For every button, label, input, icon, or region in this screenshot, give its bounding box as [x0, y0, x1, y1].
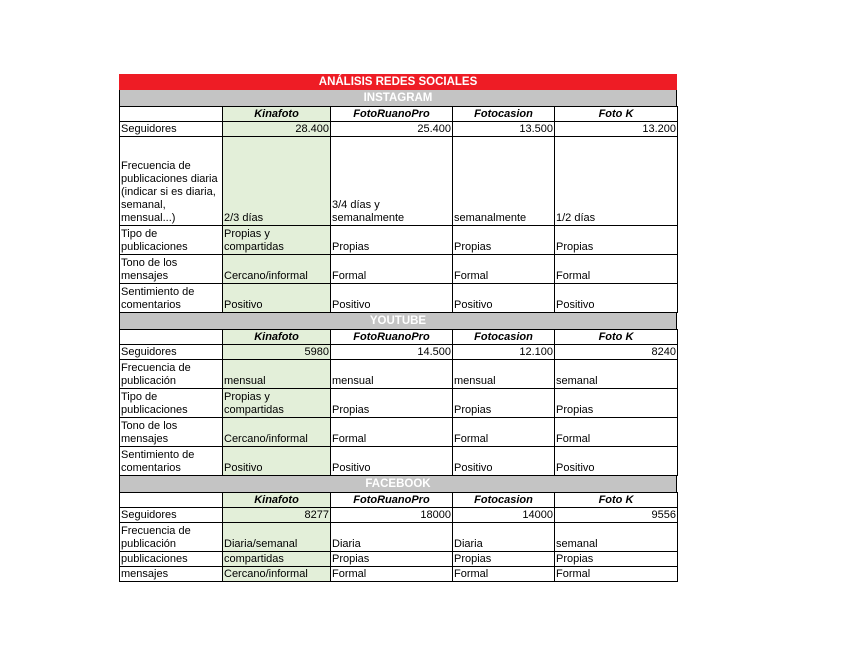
table-cell: Positivo [555, 447, 678, 476]
table-cell: Propias [555, 389, 678, 418]
row-label: Frecuencia de publicación [120, 360, 223, 389]
table-cell: Cercano/informal [223, 567, 331, 582]
row-label: publicaciones [120, 552, 223, 567]
column-header-row [120, 493, 678, 508]
column-header-row [120, 330, 678, 345]
table-cell: Propias [331, 552, 453, 567]
table-row [120, 523, 678, 552]
row-label: mensajes [120, 567, 223, 582]
section-header-instagram: INSTAGRAM [119, 90, 677, 106]
table-cell: Propias [331, 226, 453, 255]
table-cell: semanal [555, 523, 678, 552]
table-cell: 25.400 [331, 122, 453, 137]
table-cell: compartidas [223, 552, 331, 567]
row-label: Tono de los mensajes [120, 418, 223, 447]
table-cell: Formal [453, 255, 555, 284]
column-header: Kinafoto [223, 107, 331, 122]
table-row [120, 389, 678, 418]
table-cell: Positivo [331, 447, 453, 476]
column-header: FotoRuanoPro [331, 107, 453, 122]
table-cell: 14.500 [331, 345, 453, 360]
table-cell: Propias [453, 226, 555, 255]
row-label: Sentimiento de comentarios [120, 284, 223, 313]
table-cell: Propias y compartidas [223, 389, 331, 418]
column-header: Fotocasion [453, 107, 555, 122]
section-header-youtube: YOUTUBE [119, 313, 677, 329]
table-row [120, 122, 678, 137]
table-cell: Propias [555, 552, 678, 567]
table-cell: Propias [555, 226, 678, 255]
row-label: Seguidores [120, 122, 223, 137]
table-cell: 13.500 [453, 122, 555, 137]
table-cell: 5980 [223, 345, 331, 360]
table-row [120, 567, 678, 582]
table-cell: 9556 [555, 508, 678, 523]
table-cell: Diaria [331, 523, 453, 552]
table-row [120, 255, 678, 284]
sheet-title: ANÁLISIS REDES SOCIALES [119, 74, 677, 90]
table-cell: 1/2 días [555, 137, 678, 226]
sections-container [119, 90, 677, 582]
column-header: FotoRuanoPro [331, 493, 453, 508]
table-cell: 13.200 [555, 122, 678, 137]
row-label: Frecuencia de publicación [120, 523, 223, 552]
header-blank-cell [120, 330, 223, 345]
section-table-facebook [119, 492, 678, 582]
table-cell: semanalmente [453, 137, 555, 226]
table-cell: Positivo [555, 284, 678, 313]
column-header: Foto K [555, 493, 678, 508]
section-header-facebook: FACEBOOK [119, 476, 677, 492]
table-row [120, 552, 678, 567]
table-cell: Diaria/semanal [223, 523, 331, 552]
row-label: Seguidores [120, 508, 223, 523]
table-cell: Propias [331, 389, 453, 418]
section-table-youtube [119, 329, 678, 476]
row-label: Frecuencia de publicaciones diaria (indicar si es diaria, semanal, mensual...) [120, 137, 223, 226]
social-media-analysis-sheet [119, 74, 677, 582]
table-cell: Positivo [223, 284, 331, 313]
table-cell: Cercano/informal [223, 418, 331, 447]
table-row [120, 447, 678, 476]
table-cell: Formal [555, 418, 678, 447]
table-cell: Formal [555, 567, 678, 582]
table-cell: mensual [331, 360, 453, 389]
column-header: Foto K [555, 330, 678, 345]
table-cell: 3/4 días y semanalmente [331, 137, 453, 226]
table-cell: Propias [453, 552, 555, 567]
table-cell: Formal [555, 255, 678, 284]
table-cell: Formal [331, 255, 453, 284]
table-cell: Propias y compartidas [223, 226, 331, 255]
column-header-row [120, 107, 678, 122]
table-cell: mensual [223, 360, 331, 389]
table-cell: Formal [453, 567, 555, 582]
table-cell: 2/3 días [223, 137, 331, 226]
column-header: Kinafoto [223, 493, 331, 508]
table-row [120, 418, 678, 447]
table-row [120, 345, 678, 360]
table-cell: 8277 [223, 508, 331, 523]
column-header: Kinafoto [223, 330, 331, 345]
row-label: Tipo de publicaciones [120, 226, 223, 255]
table-cell: Formal [331, 418, 453, 447]
table-cell: Diaria [453, 523, 555, 552]
row-label: Tipo de publicaciones [120, 389, 223, 418]
section-table-instagram [119, 106, 678, 313]
column-header: Foto K [555, 107, 678, 122]
table-cell: mensual [453, 360, 555, 389]
header-blank-cell [120, 493, 223, 508]
table-row [120, 226, 678, 255]
table-cell: Positivo [453, 447, 555, 476]
header-blank-cell [120, 107, 223, 122]
table-cell: 14000 [453, 508, 555, 523]
table-cell: 18000 [331, 508, 453, 523]
table-cell: 8240 [555, 345, 678, 360]
row-label: Tono de los mensajes [120, 255, 223, 284]
table-cell: Formal [453, 418, 555, 447]
row-label: Seguidores [120, 345, 223, 360]
table-row [120, 360, 678, 389]
table-cell: semanal [555, 360, 678, 389]
column-header: Fotocasion [453, 493, 555, 508]
row-label: Sentimiento de comentarios [120, 447, 223, 476]
table-cell: 12.100 [453, 345, 555, 360]
table-row [120, 508, 678, 523]
table-row [120, 284, 678, 313]
table-cell: Cercano/informal [223, 255, 331, 284]
table-cell: 28.400 [223, 122, 331, 137]
column-header: Fotocasion [453, 330, 555, 345]
table-cell: Positivo [453, 284, 555, 313]
table-cell: Positivo [331, 284, 453, 313]
table-row [120, 137, 678, 226]
table-cell: Formal [331, 567, 453, 582]
table-cell: Positivo [223, 447, 331, 476]
column-header: FotoRuanoPro [331, 330, 453, 345]
table-cell: Propias [453, 389, 555, 418]
